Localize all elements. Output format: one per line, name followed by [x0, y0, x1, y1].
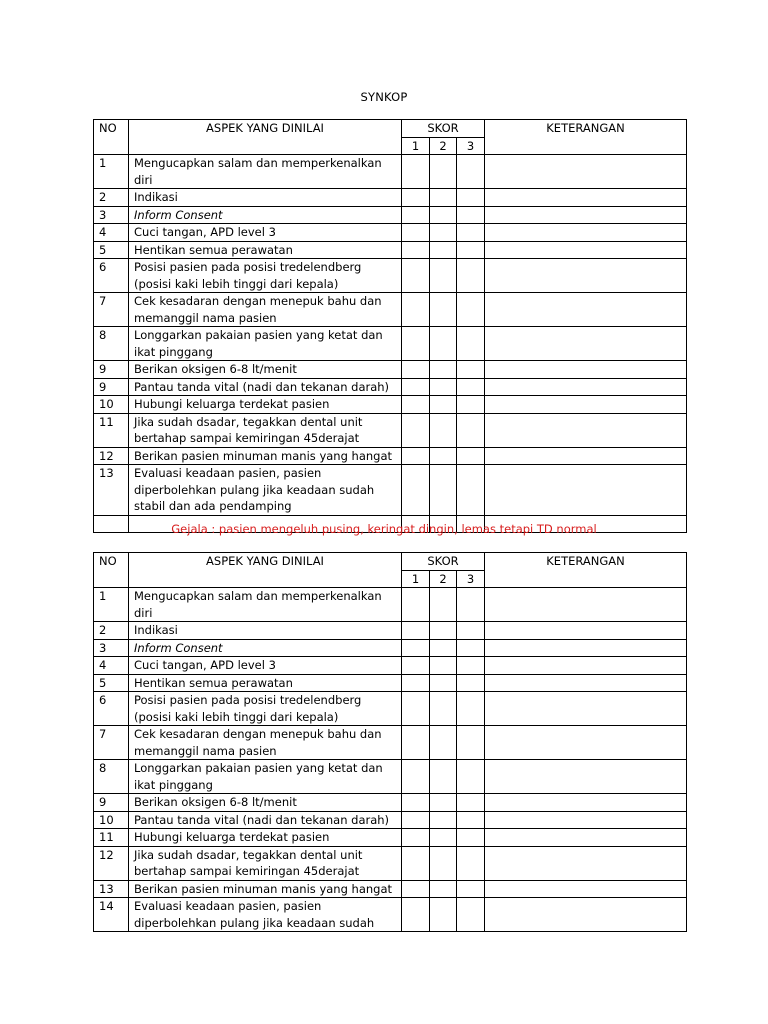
header-keterangan: KETERANGAN: [485, 120, 687, 155]
row-aspect: Longgarkan pakaian pasien yang ketat dan ikat pinggang: [129, 760, 402, 794]
row-aspect: Evaluasi keadaan pasien, pasien diperbolehkan pulang jika keadaan sudah: [129, 898, 402, 932]
score-2-cell[interactable]: [430, 259, 457, 293]
score-2-cell[interactable]: [430, 588, 457, 622]
score-1-cell[interactable]: [402, 674, 430, 692]
keterangan-cell[interactable]: [485, 880, 687, 898]
score-1-cell[interactable]: [402, 361, 430, 379]
score-1-cell[interactable]: [402, 880, 430, 898]
row-number: 9: [94, 378, 129, 396]
keterangan-cell[interactable]: [485, 361, 687, 379]
score-2-cell[interactable]: [430, 327, 457, 361]
score-1-cell[interactable]: [402, 794, 430, 812]
table-row: [94, 829, 687, 847]
score-3-cell[interactable]: [457, 259, 485, 293]
score-3-cell[interactable]: [457, 361, 485, 379]
keterangan-cell[interactable]: [485, 794, 687, 812]
row-aspect: Cuci tangan, APD level 3: [129, 224, 402, 242]
table-row: [94, 880, 687, 898]
table-row: [94, 846, 687, 880]
keterangan-cell[interactable]: [485, 293, 687, 327]
row-aspect: Posisi pasien pada posisi tredelendberg (posisi kaki lebih tinggi dari kepala): [129, 259, 402, 293]
score-3-cell[interactable]: [457, 378, 485, 396]
score-1-cell[interactable]: [402, 396, 430, 414]
row-aspect: Pantau tanda vital (nadi dan tekanan darah): [129, 378, 402, 396]
row-aspect: Posisi pasien pada posisi tredelendberg (posisi kaki lebih tinggi dari kepala): [129, 692, 402, 726]
assessment-table-2: [93, 552, 687, 932]
row-number: 7: [94, 726, 129, 760]
score-2-cell[interactable]: [430, 413, 457, 447]
keterangan-cell[interactable]: [485, 898, 687, 932]
row-aspect: Jika sudah dsadar, tegakkan dental unit bertahap sampai kemiringan 45derajat: [129, 413, 402, 447]
keterangan-cell[interactable]: [485, 674, 687, 692]
score-2-cell[interactable]: [430, 726, 457, 760]
row-number: 8: [94, 327, 129, 361]
keterangan-cell[interactable]: [485, 829, 687, 847]
keterangan-cell[interactable]: [485, 155, 687, 189]
header-aspek: ASPEK YANG DINILAI: [129, 120, 402, 155]
row-number: 8: [94, 760, 129, 794]
score-2-cell[interactable]: [430, 293, 457, 327]
table-row: [94, 241, 687, 259]
table-row: [94, 396, 687, 414]
score-3-cell[interactable]: [457, 224, 485, 242]
table-row: [94, 224, 687, 242]
score-3-cell[interactable]: [457, 588, 485, 622]
score-1-cell[interactable]: [402, 639, 430, 657]
row-number: 10: [94, 811, 129, 829]
score-2-cell[interactable]: [430, 189, 457, 207]
score-1-cell[interactable]: [402, 760, 430, 794]
table-2-body: [94, 588, 687, 932]
row-aspect: Berikan oksigen 6-8 lt/menit: [129, 794, 402, 812]
score-2-cell[interactable]: [430, 898, 457, 932]
score-3-cell[interactable]: [457, 692, 485, 726]
row-number: 13: [94, 880, 129, 898]
score-2-cell[interactable]: [430, 674, 457, 692]
header-skor-1: 1: [402, 137, 430, 155]
header-skor-3: 3: [457, 570, 485, 588]
keterangan-cell[interactable]: [485, 259, 687, 293]
table-row: [94, 206, 687, 224]
keterangan-cell[interactable]: [485, 692, 687, 726]
keterangan-cell[interactable]: [485, 378, 687, 396]
table-row: [94, 413, 687, 447]
keterangan-cell[interactable]: [485, 811, 687, 829]
score-2-cell[interactable]: [430, 241, 457, 259]
table-row: [94, 760, 687, 794]
header-keterangan: KETERANGAN: [485, 553, 687, 588]
score-3-cell[interactable]: [457, 293, 485, 327]
keterangan-cell[interactable]: [485, 465, 687, 516]
assessment-table-1: [93, 119, 687, 533]
row-number: 6: [94, 692, 129, 726]
header-skor: SKOR: [402, 553, 485, 571]
score-3-cell[interactable]: [457, 465, 485, 516]
header-aspek: ASPEK YANG DINILAI: [129, 553, 402, 588]
row-number: 5: [94, 241, 129, 259]
row-aspect: Berikan pasien minuman manis yang hangat: [129, 447, 402, 465]
score-3-cell[interactable]: [457, 760, 485, 794]
score-3-cell[interactable]: [457, 639, 485, 657]
row-aspect: Pantau tanda vital (nadi dan tekanan darah): [129, 811, 402, 829]
score-2-cell[interactable]: [430, 622, 457, 640]
score-1-cell[interactable]: [402, 241, 430, 259]
score-1-cell[interactable]: [402, 206, 430, 224]
score-2-cell[interactable]: [430, 657, 457, 675]
keterangan-cell[interactable]: [485, 622, 687, 640]
score-1-cell[interactable]: [402, 155, 430, 189]
symptom-note: Gejala : pasien mengeluh pusing, keringat dingin, lemas tetapi TD normal: [171, 522, 597, 536]
score-3-cell[interactable]: [457, 674, 485, 692]
row-aspect: Evaluasi keadaan pasien, pasien diperbolehkan pulang jika keadaan sudah stabil dan ada pendamping: [129, 465, 402, 516]
score-1-cell[interactable]: [402, 846, 430, 880]
score-2-cell[interactable]: [430, 794, 457, 812]
row-number: 4: [94, 657, 129, 675]
score-2-cell[interactable]: [430, 361, 457, 379]
row-aspect: Longgarkan pakaian pasien yang ketat dan ikat pinggang: [129, 327, 402, 361]
row-aspect: Indikasi: [129, 622, 402, 640]
row-aspect: Mengucapkan salam dan memperkenalkan diri: [129, 155, 402, 189]
row-aspect: Berikan oksigen 6-8 lt/menit: [129, 361, 402, 379]
row-aspect: Mengucapkan salam dan memperkenalkan diri: [129, 588, 402, 622]
table-row: [94, 811, 687, 829]
row-aspect: Inform Consent: [129, 639, 402, 657]
table-row: [94, 293, 687, 327]
header-skor-1: 1: [402, 570, 430, 588]
table-row: [94, 361, 687, 379]
score-2-cell[interactable]: [430, 639, 457, 657]
table-row: [94, 622, 687, 640]
score-3-cell[interactable]: [457, 880, 485, 898]
score-3-cell[interactable]: [457, 327, 485, 361]
table-row: [94, 898, 687, 932]
score-3-cell[interactable]: [457, 846, 485, 880]
keterangan-cell[interactable]: [485, 206, 687, 224]
keterangan-cell[interactable]: [485, 447, 687, 465]
score-3-cell[interactable]: [457, 241, 485, 259]
keterangan-cell[interactable]: [485, 396, 687, 414]
row-number: 11: [94, 413, 129, 447]
score-2-cell[interactable]: [430, 829, 457, 847]
page-title: SYNKOP: [360, 90, 408, 104]
table-row: [94, 327, 687, 361]
score-3-cell[interactable]: [457, 206, 485, 224]
keterangan-cell[interactable]: [485, 588, 687, 622]
score-2-cell[interactable]: [430, 206, 457, 224]
row-aspect: Cek kesadaran dengan menepuk bahu dan memanggil nama pasien: [129, 293, 402, 327]
keterangan-cell[interactable]: [485, 639, 687, 657]
row-aspect: Berikan pasien minuman manis yang hangat: [129, 880, 402, 898]
score-3-cell[interactable]: [457, 622, 485, 640]
score-1-cell[interactable]: [402, 327, 430, 361]
table-row: [94, 259, 687, 293]
score-3-cell[interactable]: [457, 155, 485, 189]
table-row: [94, 657, 687, 675]
score-1-cell[interactable]: [402, 465, 430, 516]
row-aspect: Indikasi: [129, 189, 402, 207]
table-row: [94, 465, 687, 516]
score-1-cell[interactable]: [402, 692, 430, 726]
keterangan-cell[interactable]: [485, 760, 687, 794]
row-number: 2: [94, 189, 129, 207]
score-2-cell[interactable]: [430, 846, 457, 880]
row-number: 10: [94, 396, 129, 414]
score-3-cell[interactable]: [457, 794, 485, 812]
table-1-body: [94, 155, 687, 533]
score-1-cell[interactable]: [402, 829, 430, 847]
table-row: [94, 692, 687, 726]
row-aspect: Cuci tangan, APD level 3: [129, 657, 402, 675]
table-row: [94, 674, 687, 692]
table-row: [94, 155, 687, 189]
row-number: 1: [94, 588, 129, 622]
score-1-cell[interactable]: [402, 447, 430, 465]
score-3-cell[interactable]: [457, 657, 485, 675]
header-skor: SKOR: [402, 120, 485, 138]
score-2-cell[interactable]: [430, 396, 457, 414]
row-aspect: Hentikan semua perawatan: [129, 674, 402, 692]
table-row: [94, 639, 687, 657]
score-1-cell[interactable]: [402, 189, 430, 207]
score-2-cell[interactable]: [430, 880, 457, 898]
score-1-cell[interactable]: [402, 726, 430, 760]
score-2-cell[interactable]: [430, 692, 457, 726]
row-aspect: Hubungi keluarga terdekat pasien: [129, 396, 402, 414]
score-2-cell[interactable]: [430, 760, 457, 794]
score-2-cell[interactable]: [430, 465, 457, 516]
keterangan-cell[interactable]: [485, 327, 687, 361]
score-3-cell[interactable]: [457, 189, 485, 207]
row-aspect: Inform Consent: [129, 206, 402, 224]
score-1-cell[interactable]: [402, 413, 430, 447]
keterangan-cell[interactable]: [485, 846, 687, 880]
row-aspect: Hentikan semua perawatan: [129, 241, 402, 259]
keterangan-cell[interactable]: [485, 413, 687, 447]
row-number: 4: [94, 224, 129, 242]
row-number: 9: [94, 361, 129, 379]
header-skor-2: 2: [430, 570, 457, 588]
row-aspect: Cek kesadaran dengan menepuk bahu dan memanggil nama pasien: [129, 726, 402, 760]
row-number: 14: [94, 898, 129, 932]
score-3-cell[interactable]: [457, 413, 485, 447]
row-number: 9: [94, 794, 129, 812]
score-2-cell[interactable]: [430, 811, 457, 829]
row-number: 2: [94, 622, 129, 640]
table-row: [94, 726, 687, 760]
score-3-cell[interactable]: [457, 898, 485, 932]
keterangan-cell[interactable]: [485, 224, 687, 242]
table-row: [94, 189, 687, 207]
table-row: [94, 447, 687, 465]
row-number: 3: [94, 639, 129, 657]
score-3-cell[interactable]: [457, 726, 485, 760]
score-1-cell[interactable]: [402, 224, 430, 242]
score-1-cell[interactable]: [402, 259, 430, 293]
row-number: 6: [94, 259, 129, 293]
row-number: 13: [94, 465, 129, 516]
score-1-cell[interactable]: [402, 657, 430, 675]
row-number: 7: [94, 293, 129, 327]
row-number: 3: [94, 206, 129, 224]
header-no: NO: [94, 553, 129, 588]
score-3-cell[interactable]: [457, 811, 485, 829]
score-1-cell[interactable]: [402, 293, 430, 327]
score-3-cell[interactable]: [457, 396, 485, 414]
table-row: [94, 794, 687, 812]
row-number: 12: [94, 846, 129, 880]
score-2-cell[interactable]: [430, 224, 457, 242]
keterangan-cell[interactable]: [485, 726, 687, 760]
score-3-cell[interactable]: [457, 829, 485, 847]
header-skor-3: 3: [457, 137, 485, 155]
header-no: NO: [94, 120, 129, 155]
score-2-cell[interactable]: [430, 155, 457, 189]
header-skor-2: 2: [430, 137, 457, 155]
row-number: 5: [94, 674, 129, 692]
score-1-cell[interactable]: [402, 588, 430, 622]
row-aspect: Hubungi keluarga terdekat pasien: [129, 829, 402, 847]
keterangan-cell[interactable]: [485, 241, 687, 259]
row-number: 1: [94, 155, 129, 189]
table-row: [94, 588, 687, 622]
score-2-cell[interactable]: [430, 378, 457, 396]
score-3-cell[interactable]: [457, 447, 485, 465]
score-2-cell[interactable]: [430, 447, 457, 465]
score-1-cell[interactable]: [402, 378, 430, 396]
row-number: 12: [94, 447, 129, 465]
score-1-cell[interactable]: [402, 811, 430, 829]
keterangan-cell[interactable]: [485, 657, 687, 675]
row-aspect: Jika sudah dsadar, tegakkan dental unit bertahap sampai kemiringan 45derajat: [129, 846, 402, 880]
score-1-cell[interactable]: [402, 622, 430, 640]
keterangan-cell[interactable]: [485, 189, 687, 207]
row-number: 11: [94, 829, 129, 847]
score-1-cell[interactable]: [402, 898, 430, 932]
table-row: [94, 378, 687, 396]
